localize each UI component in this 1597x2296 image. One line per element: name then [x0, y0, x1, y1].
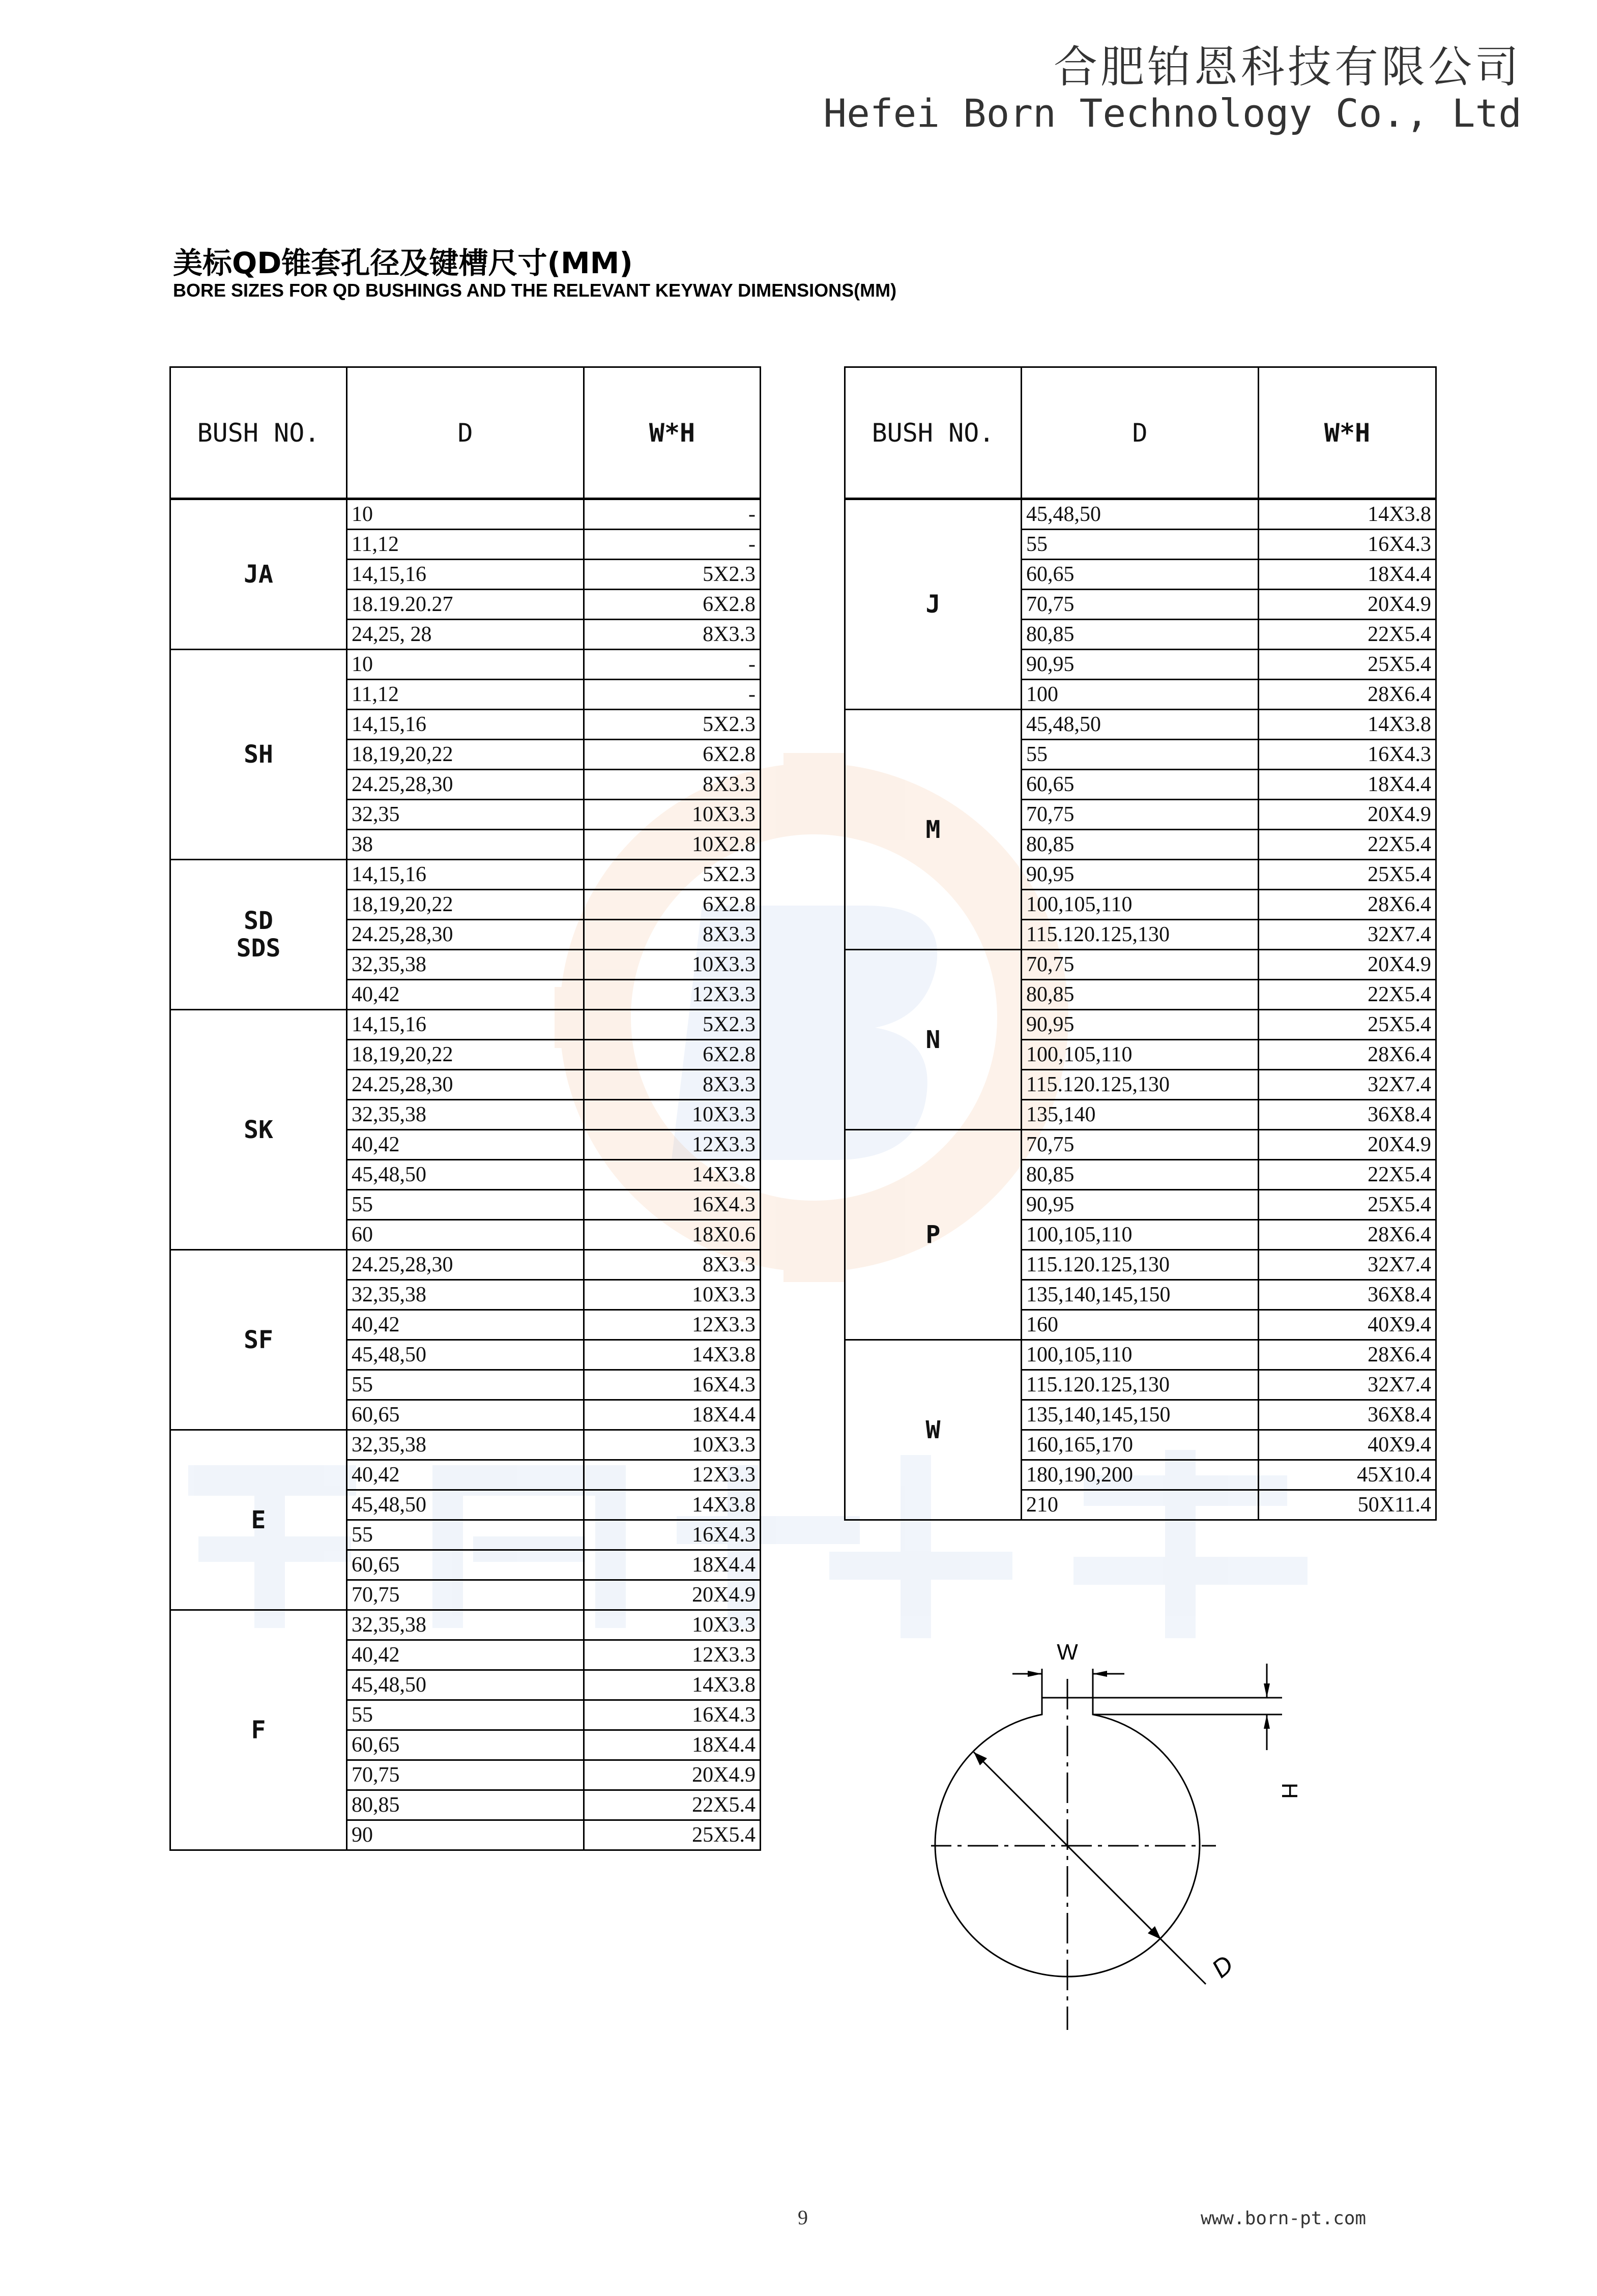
keyway-wh-cell: 28X6.4	[1259, 1220, 1436, 1250]
bore-d-cell: 55	[1022, 740, 1259, 770]
keyway-wh-cell: 25X5.4	[1259, 1010, 1436, 1040]
bush-no-cell: SD SDS	[170, 860, 347, 1010]
keyway-wh-cell: 22X5.4	[1259, 830, 1436, 860]
keyway-wh-cell: 10X2.8	[584, 830, 761, 860]
keyway-wh-cell: 18X4.4	[1259, 770, 1436, 800]
bore-d-cell: 60,65	[347, 1730, 584, 1760]
bore-d-cell: 115.120.125,130	[1022, 1250, 1259, 1280]
bore-d-cell: 14,15,16	[347, 560, 584, 590]
bore-d-cell: 90,95	[1022, 860, 1259, 890]
bore-d-cell: 24.25,28,30	[347, 1070, 584, 1100]
bore-d-cell: 70,75	[1022, 800, 1259, 830]
keyway-wh-cell: 32X7.4	[1259, 920, 1436, 950]
bore-d-cell: 100	[1022, 680, 1259, 710]
bore-d-cell: 55	[347, 1370, 584, 1400]
table-row	[170, 650, 761, 680]
keyway-wh-cell: 25X5.4	[1259, 1190, 1436, 1220]
bore-d-cell: 135,140,145,150	[1022, 1400, 1259, 1430]
keyway-wh-cell: 14X3.8	[584, 1160, 761, 1190]
keyway-wh-cell: 16X4.3	[1259, 740, 1436, 770]
table-row	[170, 1010, 761, 1040]
keyway-wh-cell: 6X2.8	[584, 890, 761, 920]
bore-d-cell: 18,19,20,22	[347, 890, 584, 920]
bore-d-cell: 90	[347, 1820, 584, 1850]
bore-d-cell: 40,42	[347, 980, 584, 1010]
keyway-wh-cell: 22X5.4	[1259, 620, 1436, 650]
keyway-wh-cell: 36X8.4	[1259, 1400, 1436, 1430]
keyway-wh-cell: 5X2.3	[584, 1010, 761, 1040]
keyway-wh-cell: 8X3.3	[584, 620, 761, 650]
keyway-wh-cell: 12X3.3	[584, 1130, 761, 1160]
bore-d-cell: 70,75	[1022, 950, 1259, 980]
bore-d-cell: 14,15,16	[347, 710, 584, 740]
keyway-wh-cell: 18X0.6	[584, 1220, 761, 1250]
keyway-wh-cell: 18X4.4	[584, 1400, 761, 1430]
keyway-wh-cell: 10X3.3	[584, 950, 761, 980]
table-row	[845, 1130, 1436, 1160]
table-row	[170, 860, 761, 890]
bore-d-cell: 55	[347, 1520, 584, 1550]
bush-no-cell: SH	[170, 650, 347, 860]
keyway-wh-cell: 20X4.9	[584, 1760, 761, 1790]
bore-d-cell: 80,85	[1022, 980, 1259, 1010]
bore-d-cell: 70,75	[1022, 1130, 1259, 1160]
bush-no-cell: W	[845, 1340, 1022, 1520]
keyway-wh-cell: 12X3.3	[584, 1460, 761, 1490]
bore-d-cell: 55	[347, 1700, 584, 1730]
bore-d-cell: 14,15,16	[347, 1010, 584, 1040]
bore-d-cell: 11,12	[347, 680, 584, 710]
bush-no-cell: F	[170, 1610, 347, 1850]
bore-d-cell: 90,95	[1022, 650, 1259, 680]
keyway-wh-cell: 16X4.3	[584, 1370, 761, 1400]
bore-d-cell: 11,12	[347, 530, 584, 560]
table-row	[845, 950, 1436, 980]
keyway-wh-cell: 18X4.4	[584, 1730, 761, 1760]
keyway-wh-cell: 14X3.8	[1259, 499, 1436, 530]
keyway-wh-cell: 14X3.8	[584, 1670, 761, 1700]
keyway-wh-cell: 8X3.3	[584, 1250, 761, 1280]
header-d: D	[1022, 367, 1259, 499]
keyway-wh-cell: 6X2.8	[584, 590, 761, 620]
header-wh: W*H	[1259, 367, 1436, 499]
bore-d-cell: 32,35,38	[347, 1430, 584, 1460]
bore-d-cell: 160,165,170	[1022, 1430, 1259, 1460]
page-number: 9	[798, 2206, 808, 2229]
bore-d-cell: 38	[347, 830, 584, 860]
keyway-wh-cell: 32X7.4	[1259, 1370, 1436, 1400]
keyway-wh-cell: 28X6.4	[1259, 680, 1436, 710]
bush-no-cell: SF	[170, 1250, 347, 1430]
keyway-wh-cell: 20X4.9	[584, 1580, 761, 1610]
bore-d-cell: 70,75	[347, 1580, 584, 1610]
keyway-wh-cell: 25X5.4	[584, 1820, 761, 1850]
keyway-wh-cell: 8X3.3	[584, 920, 761, 950]
table-row	[170, 1610, 761, 1640]
bore-d-cell: 32,35	[347, 800, 584, 830]
bush-no-cell: N	[845, 950, 1022, 1130]
keyway-wh-cell: 22X5.4	[584, 1790, 761, 1820]
keyway-wh-cell: 10X3.3	[584, 1610, 761, 1640]
keyway-wh-cell: 12X3.3	[584, 1310, 761, 1340]
bore-d-cell: 45,48,50	[347, 1670, 584, 1700]
bore-d-cell: 100,105,110	[1022, 1040, 1259, 1070]
bore-d-cell: 135,140	[1022, 1100, 1259, 1130]
bore-d-cell: 60,65	[347, 1550, 584, 1580]
bore-d-cell: 24.25,28,30	[347, 1250, 584, 1280]
keyway-wh-cell: 10X3.3	[584, 1100, 761, 1130]
keyway-wh-cell: 16X4.3	[1259, 530, 1436, 560]
bore-d-cell: 100,105,110	[1022, 1340, 1259, 1370]
bore-d-cell: 32,35,38	[347, 1100, 584, 1130]
keyway-wh-cell: -	[584, 530, 761, 560]
bore-d-cell: 60,65	[1022, 770, 1259, 800]
website-url: www.born-pt.com	[1201, 2208, 1367, 2229]
bore-d-cell: 210	[1022, 1490, 1259, 1520]
keyway-wh-cell: 16X4.3	[584, 1700, 761, 1730]
bore-d-cell: 100,105,110	[1022, 1220, 1259, 1250]
bore-d-cell: 115.120.125,130	[1022, 1070, 1259, 1100]
keyway-wh-cell: 22X5.4	[1259, 1160, 1436, 1190]
bore-d-cell: 45,48,50	[347, 1490, 584, 1520]
bore-d-cell: 40,42	[347, 1460, 584, 1490]
bore-d-cell: 60	[347, 1220, 584, 1250]
keyway-wh-cell: 18X4.4	[584, 1550, 761, 1580]
keyway-wh-cell: 10X3.3	[584, 800, 761, 830]
bore-d-cell: 24,25, 28	[347, 620, 584, 650]
keyway-wh-cell: 36X8.4	[1259, 1280, 1436, 1310]
keyway-wh-cell: 20X4.9	[1259, 950, 1436, 980]
keyway-wh-cell: -	[584, 680, 761, 710]
bore-d-cell: 14,15,16	[347, 860, 584, 890]
bore-d-cell: 80,85	[347, 1790, 584, 1820]
company-name-en: Hefei Born Technology Co., Ltd	[823, 91, 1522, 136]
page-title-en: BORE SIZES FOR QD BUSHINGS AND THE RELEVANT KEYWAY DIMENSIONS(MM)	[173, 280, 897, 301]
bore-d-cell: 40,42	[347, 1640, 584, 1670]
bore-d-cell: 18.19.20.27	[347, 590, 584, 620]
dimension-label-w: W	[1057, 1640, 1078, 1665]
keyway-wh-cell: 28X6.4	[1259, 1340, 1436, 1370]
keyway-wh-cell: 6X2.8	[584, 1040, 761, 1070]
bore-d-cell: 80,85	[1022, 1160, 1259, 1190]
bore-d-cell: 32,35,38	[347, 950, 584, 980]
bore-d-cell: 135,140,145,150	[1022, 1280, 1259, 1310]
page-title-cn: 美标QD锥套孔径及键槽尺寸(MM)	[173, 246, 633, 280]
table-row	[845, 1340, 1436, 1370]
bore-d-cell: 55	[1022, 530, 1259, 560]
keyway-wh-cell: 20X4.9	[1259, 800, 1436, 830]
bush-no-cell: M	[845, 710, 1022, 950]
keyway-wh-cell: 20X4.9	[1259, 1130, 1436, 1160]
bore-d-cell: 32,35,38	[347, 1610, 584, 1640]
keyway-wh-cell: 10X3.3	[584, 1280, 761, 1310]
table-row	[170, 1430, 761, 1460]
bore-d-cell: 18,19,20,22	[347, 1040, 584, 1070]
header-bush-no: BUSH NO.	[170, 367, 347, 499]
keyway-wh-cell: 32X7.4	[1259, 1250, 1436, 1280]
bore-d-cell: 45,48,50	[1022, 499, 1259, 530]
table-row	[170, 1250, 761, 1280]
company-name-cn: 合肥铂恩科技有限公司	[1054, 42, 1522, 93]
bore-d-cell: 32,35,38	[347, 1280, 584, 1310]
header-bush-no: BUSH NO.	[845, 367, 1022, 499]
bore-d-cell: 80,85	[1022, 830, 1259, 860]
bore-d-cell: 45,48,50	[1022, 710, 1259, 740]
bore-d-cell: 80,85	[1022, 620, 1259, 650]
keyway-wh-cell: 14X3.8	[584, 1490, 761, 1520]
keyway-wh-cell: 50X11.4	[1259, 1490, 1436, 1520]
bore-d-cell: 45,48,50	[347, 1160, 584, 1190]
bore-d-cell: 10	[347, 499, 584, 530]
bore-d-cell: 18,19,20,22	[347, 740, 584, 770]
keyway-wh-cell: 40X9.4	[1259, 1430, 1436, 1460]
bush-no-cell: E	[170, 1430, 347, 1610]
bore-d-cell: 160	[1022, 1310, 1259, 1340]
keyway-wh-cell: 5X2.3	[584, 860, 761, 890]
table-row	[845, 499, 1436, 530]
bush-no-cell: JA	[170, 499, 347, 650]
bush-no-cell: J	[845, 499, 1022, 710]
bush-no-cell: SK	[170, 1010, 347, 1250]
bush-no-cell: P	[845, 1130, 1022, 1340]
bore-d-cell: 40,42	[347, 1310, 584, 1340]
keyway-wh-cell: 8X3.3	[584, 1070, 761, 1100]
header-d: D	[347, 367, 584, 499]
bore-d-cell: 55	[347, 1190, 584, 1220]
bore-d-cell: 60,65	[347, 1400, 584, 1430]
keyway-wh-cell: 12X3.3	[584, 1640, 761, 1670]
bore-d-cell: 90,95	[1022, 1010, 1259, 1040]
bore-d-cell: 70,75	[1022, 590, 1259, 620]
keyway-wh-cell: 28X6.4	[1259, 1040, 1436, 1070]
bore-d-cell: 70,75	[347, 1760, 584, 1790]
keyway-wh-cell: 8X3.3	[584, 770, 761, 800]
keyway-wh-cell: 25X5.4	[1259, 860, 1436, 890]
bore-table-right	[844, 366, 1437, 1521]
keyway-wh-cell: 6X2.8	[584, 740, 761, 770]
bore-d-cell: 180,190,200	[1022, 1460, 1259, 1490]
keyway-wh-cell: 16X4.3	[584, 1520, 761, 1550]
bore-table-left	[169, 366, 761, 1851]
keyway-wh-cell: 20X4.9	[1259, 590, 1436, 620]
keyway-wh-cell: 14X3.8	[1259, 710, 1436, 740]
keyway-wh-cell: 18X4.4	[1259, 560, 1436, 590]
dimension-label-h: H	[1277, 1783, 1302, 1799]
keyway-wh-cell: -	[584, 499, 761, 530]
keyway-wh-cell: 5X2.3	[584, 710, 761, 740]
bore-d-cell: 115.120.125,130	[1022, 1370, 1259, 1400]
bore-d-cell: 40,42	[347, 1130, 584, 1160]
keyway-wh-cell: 45X10.4	[1259, 1460, 1436, 1490]
keyway-wh-cell: 32X7.4	[1259, 1070, 1436, 1100]
table-row	[170, 499, 761, 530]
keyway-wh-cell: 28X6.4	[1259, 890, 1436, 920]
keyway-diagram	[931, 1623, 1318, 2040]
keyway-wh-cell: 5X2.3	[584, 560, 761, 590]
table-row	[845, 710, 1436, 740]
bore-d-cell: 10	[347, 650, 584, 680]
bore-d-cell: 24.25,28,30	[347, 770, 584, 800]
bore-d-cell: 100,105,110	[1022, 890, 1259, 920]
header-wh: W*H	[584, 367, 761, 499]
keyway-wh-cell: 25X5.4	[1259, 650, 1436, 680]
keyway-wh-cell: 36X8.4	[1259, 1100, 1436, 1130]
bore-d-cell: 60,65	[1022, 560, 1259, 590]
bore-d-cell: 24.25,28,30	[347, 920, 584, 950]
dimension-label-d: D	[1206, 1950, 1239, 1984]
bore-d-cell: 45,48,50	[347, 1340, 584, 1370]
bore-d-cell: 115.120.125,130	[1022, 920, 1259, 950]
keyway-wh-cell: 22X5.4	[1259, 980, 1436, 1010]
keyway-wh-cell: 12X3.3	[584, 980, 761, 1010]
keyway-wh-cell: 16X4.3	[584, 1190, 761, 1220]
bore-d-cell: 90,95	[1022, 1190, 1259, 1220]
keyway-wh-cell: 10X3.3	[584, 1430, 761, 1460]
keyway-wh-cell: -	[584, 650, 761, 680]
keyway-wh-cell: 40X9.4	[1259, 1310, 1436, 1340]
keyway-wh-cell: 14X3.8	[584, 1340, 761, 1370]
